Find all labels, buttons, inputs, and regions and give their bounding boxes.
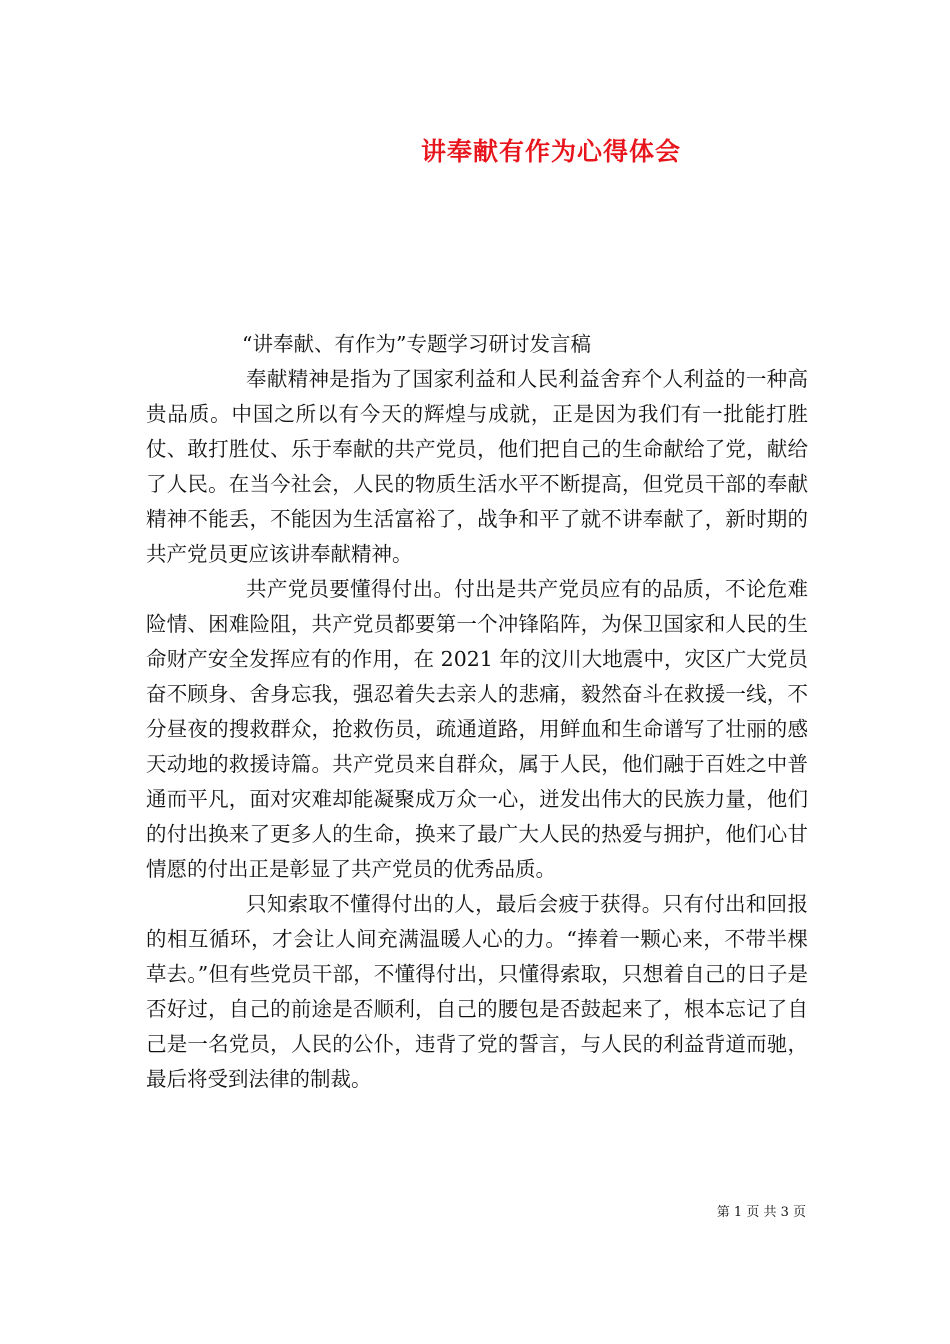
paragraph-1: 奉献精神是指为了国家利益和人民利益舍弃个人利益的一种高贵品质。中国之所以有今天的辉煌与成就，正是因为我们有一批能打胜仗、敢打胜仗、乐于奉献的共产党员，他们把自己的生命献给了党，献给了人民。在当今社会，人民的物质生活水平不断提高，但党员干部的奉献精神不能丢，不能因为生活富裕了，战争和平了就不讲奉献了，新时期的共产党员更应该讲奉献精神。 [146,367,808,566]
paragraph-3: 只知索取不懂得付出的人，最后会疲于获得。只有付出和回报的相互循环，才会让人间充满温暖人心的力。“捧着一颗心来，不带半棵草去。”但有些党员干部，不懂得付出，只懂得索取，只想着自己的日子是否好过，自己的前途是否顺利，自己的腰包是否鼓起来了，根本忘记了自己是一名党员，人民的公仆，违背了党的誓言，与人民的利益背道而驰，最后将受到法律的制裁。 [146,892,808,1091]
paragraph-2: 共产党员要懂得付出。付出是共产党员应有的品质，不论危难险情、困难险阻，共产党员都要第一个冲锋陷阵，为保卫国家和人民的生命财产安全发挥应有的作用，在 2021 年的汶川大地震中，灾区广大党员奋不顾身、舍身忘我，强忍着失去亲人的悲痛，毅然奋斗在救援一线，不分昼夜的搜救群众，抢救伤员，疏通道路，用鲜血和生命谱写了壮丽的感天动地的救援诗篇。共产党员来自群众，属于人民，他们融于百姓之中普通而平凡，面对灾难却能凝聚成万众一心，迸发出伟大的民族力量，他们的付出换来了更多人的生命，换来了最广大人民的热爱与拥护，他们心甘情愿的付出正是彰显了共产党员的优秀品质。 [146,577,808,881]
document-body [146,327,808,1097]
page-number: 第 1 页 共 3 页 [716,1205,806,1220]
document-title: 讲奉献有作为心得体会 [420,137,681,166]
document-subtitle: “讲奉献、有作为”专题学习研讨发言稿 [242,332,591,356]
